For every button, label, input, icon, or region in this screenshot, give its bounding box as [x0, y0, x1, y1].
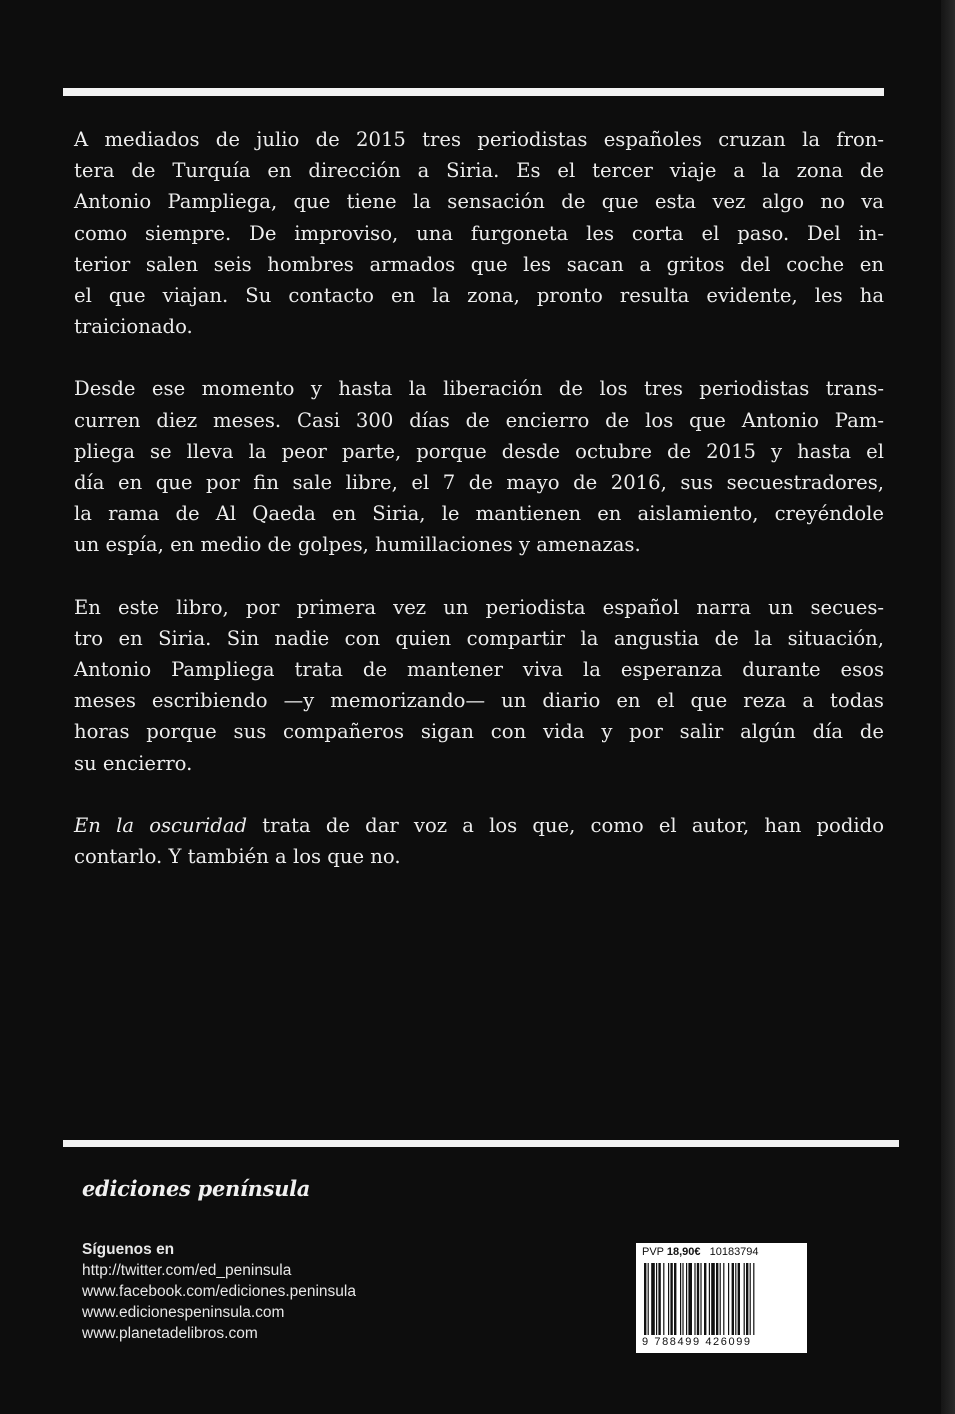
blurb	[74, 124, 884, 903]
blurb-line: Antonio Pampliega trata de mantener viva la esperanza durante esos	[74, 658, 884, 682]
barcode-bar	[674, 1263, 676, 1335]
blurb-line: A mediados de julio de 2015 tres periodistas españoles cruzan la fron-	[74, 128, 884, 151]
blurb-line: la rama de Al Qaeda en Siria, le mantienen en aislamiento, creyéndole	[74, 502, 884, 526]
barcode-label	[636, 1243, 807, 1353]
barcode-bar	[716, 1263, 718, 1335]
barcode-bar	[658, 1263, 660, 1335]
barcode-bar	[697, 1263, 699, 1335]
blurb-line: meses escribiendo —y memorizando— un diario en el que reza a todas	[74, 689, 884, 713]
barcode-bar	[732, 1263, 734, 1335]
bottom-rule	[63, 1140, 899, 1147]
publisher-logo: ediciones península	[82, 1176, 311, 1201]
barcode-bar	[644, 1263, 646, 1335]
barcode-bar	[694, 1263, 695, 1335]
blurb-paragraph-3	[74, 592, 884, 779]
blurb-line: horas porque sus compañeros sigan con vida y por salir algún día de	[74, 720, 884, 744]
barcode-bar	[688, 1263, 692, 1335]
blurb-paragraph-2	[74, 373, 884, 560]
blurb-line: tro en Siria. Sin nadie con quien compartir la angustia de la situación,	[74, 626, 884, 650]
blurb-line: el que viajan. Su contacto en la zona, pronto resulta evidente, les ha	[74, 284, 884, 308]
blurb-line: Antonio Pampliega, que tiene la sensación de que esta vez algo no va	[74, 190, 884, 214]
blurb-line: Desde ese momento y hasta la liberación de los tres periodistas trans-	[74, 377, 884, 401]
barcode-bar	[728, 1263, 729, 1335]
barcode-bar	[700, 1263, 701, 1335]
blurb-line	[74, 810, 884, 841]
pvp-label: PVP	[642, 1246, 664, 1258]
top-rule	[63, 88, 884, 96]
link-website[interactable]: www.edicionespeninsula.com	[82, 1304, 285, 1321]
isbn-digits: 9 788499 426099	[642, 1336, 752, 1348]
barcode-bar	[753, 1263, 754, 1335]
blurb-paragraph-4	[74, 810, 884, 872]
link-twitter[interactable]: http://twitter.com/ed_peninsula	[82, 1262, 292, 1279]
barcode-bar	[704, 1263, 706, 1335]
book-title: En la oscuridad	[74, 813, 248, 837]
barcode-bar	[738, 1263, 740, 1335]
follow-heading: Síguenos en	[82, 1241, 175, 1258]
barcode-bar	[686, 1263, 687, 1335]
barcode-bar	[651, 1263, 655, 1335]
barcode-bar	[680, 1263, 681, 1335]
barcode-bar	[735, 1263, 736, 1335]
price-line	[642, 1246, 759, 1258]
barcode-bar	[720, 1263, 721, 1335]
follow-us	[82, 1239, 356, 1344]
barcode-bar	[744, 1263, 745, 1335]
barcode-bar	[711, 1263, 715, 1335]
blurb-line: En este libro, por primera vez un periodista español narra un secues-	[74, 595, 884, 619]
spine-edge	[941, 0, 955, 1414]
barcode-bar	[670, 1263, 672, 1335]
blurb-text: trata de dar voz a los que, como el autor, han podido	[247, 813, 885, 837]
barcode-bar	[723, 1263, 724, 1335]
barcode-bar	[709, 1263, 710, 1335]
blurb-line: contarlo. Y también a los que no.	[74, 845, 401, 869]
blurb-line: como siempre. De improviso, una furgoneta les corta el paso. Del in-	[74, 221, 884, 245]
barcode-bar	[682, 1263, 683, 1335]
link-planeta[interactable]: www.planetadelibros.com	[82, 1325, 258, 1342]
blurb-line: curren diez meses. Casi 300 días de encierro de los que Antonio Pam-	[74, 408, 884, 432]
blurb-line: día en que por fin sale libre, el 7 de mayo de 2016, sus secuestradores,	[74, 471, 884, 495]
link-facebook[interactable]: www.facebook.com/ediciones.peninsula	[82, 1283, 356, 1300]
blurb-paragraph-1	[74, 124, 884, 342]
ref-number: 10183794	[709, 1246, 759, 1258]
barcode-bar	[663, 1263, 664, 1335]
blurb-line: terior salen seis hombres armados que les sacan a gritos del coche en	[74, 252, 884, 276]
barcode-bar	[750, 1263, 751, 1335]
barcode-bar	[668, 1263, 669, 1335]
blurb-line: tera de Turquía en dirección a Siria. Es el tercer viaje a la zona de	[74, 159, 884, 183]
blurb-line: pliega se lleva la peor parte, porque desde octubre de 2015 y hasta el	[74, 439, 884, 463]
price: 18,90€	[666, 1246, 701, 1258]
barcode-bar	[656, 1263, 657, 1335]
barcode-bars	[644, 1263, 799, 1335]
blurb-line: un espía, en medio de golpes, humillaciones y amenazas.	[74, 533, 641, 557]
blurb-line: traicionado.	[74, 315, 193, 339]
barcode-bar	[746, 1263, 748, 1335]
barcode-bar	[648, 1263, 649, 1335]
blurb-line: su encierro.	[74, 751, 193, 775]
